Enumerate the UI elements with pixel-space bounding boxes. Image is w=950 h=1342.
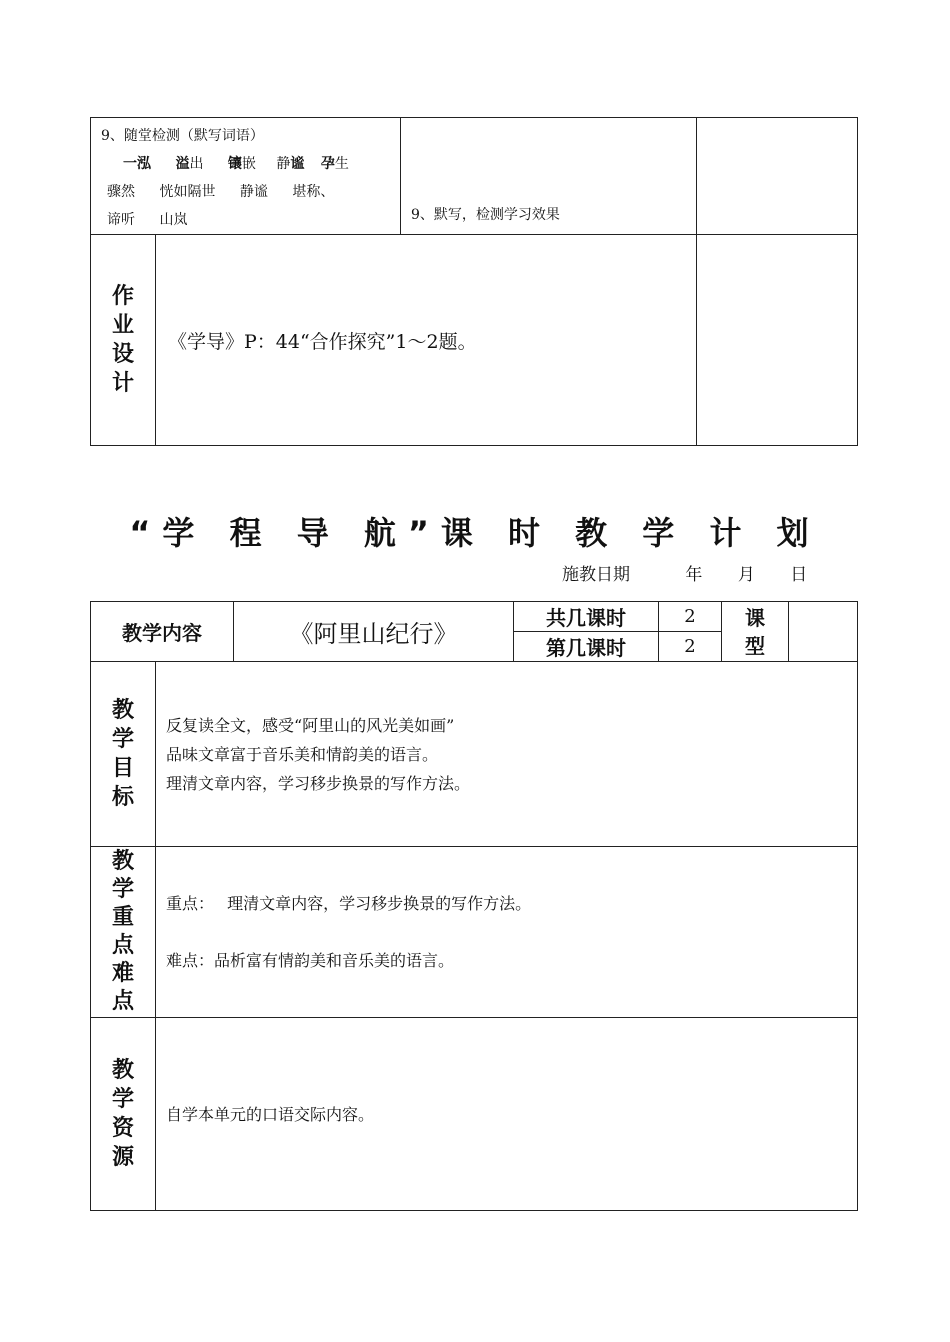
homework-label: 作 业 设 计 (91, 235, 156, 446)
word-1: 一泓 (123, 156, 151, 172)
date-year: 年 (685, 565, 703, 585)
empty-note-cell (697, 118, 858, 235)
word-6: 孕生 (320, 156, 349, 172)
key-point: 重点： 理清文章内容，学习移步换景的写作方法。 (166, 894, 532, 913)
homework-content: 《学导》P：44“合作探究”1～2题。 (156, 235, 697, 446)
lesson-type-value (789, 602, 858, 662)
teaching-date-line (562, 560, 807, 585)
check-purpose: 9、默写，检测学习效果 (411, 207, 560, 223)
goal-2: 品味文章富于音乐美和情韵美的语言。 (166, 744, 439, 764)
key-points-label: 教 学 重 点 难 点 (91, 847, 156, 1018)
goal-1: 反复读全文，感受“阿里山的风光美如画” (166, 715, 455, 735)
goal-3: 理清文章内容，学习移步换景的写作方法。 (166, 773, 471, 793)
goals-label: 教 学 目 标 (91, 662, 156, 847)
check-words-row-2: 骤然 恍如隔世 静谧 堪称、 (107, 184, 335, 200)
total-periods-label: 共几课时 (514, 602, 659, 632)
check-purpose-cell (401, 118, 697, 235)
resources-content: 自学本单元的口语交际内容。 (156, 1018, 858, 1211)
date-month: 月 (737, 565, 755, 585)
check-title: 9、随堂检测（默写词语） (101, 128, 264, 144)
total-periods-value: 2 (659, 602, 722, 632)
date-label: 施教日期 (562, 565, 630, 585)
check-words-row-1 (101, 150, 400, 178)
goals-content (156, 662, 858, 847)
in-class-check-cell (91, 118, 401, 235)
lesson-plan-table (90, 601, 858, 1211)
content-label: 教学内容 (91, 602, 234, 662)
lesson-type-label: 课 型 (722, 602, 789, 662)
word-4: 静 (276, 156, 291, 172)
check-words-row-3: 谛听 山岚 (107, 212, 188, 228)
resources-label: 教 学 资 源 (91, 1018, 156, 1211)
key-points-content (156, 847, 858, 1018)
date-day: 日 (790, 565, 808, 585)
previous-page-table (90, 117, 858, 446)
difficult-point: 难点：品析富有情韵美和音乐美的语言。 (166, 951, 455, 970)
word-3: 镶嵌 (227, 156, 256, 172)
current-period-label: 第几课时 (514, 632, 659, 662)
word-5: 谧 (290, 156, 305, 172)
homework-note-cell (697, 235, 858, 446)
word-2: 溢出 (175, 156, 204, 172)
page-title: “学 程 导 航”课 时 教 学 计 划 (129, 514, 821, 552)
current-period-value: 2 (659, 632, 722, 662)
lesson-title: 《阿里山纪行》 (234, 602, 514, 662)
